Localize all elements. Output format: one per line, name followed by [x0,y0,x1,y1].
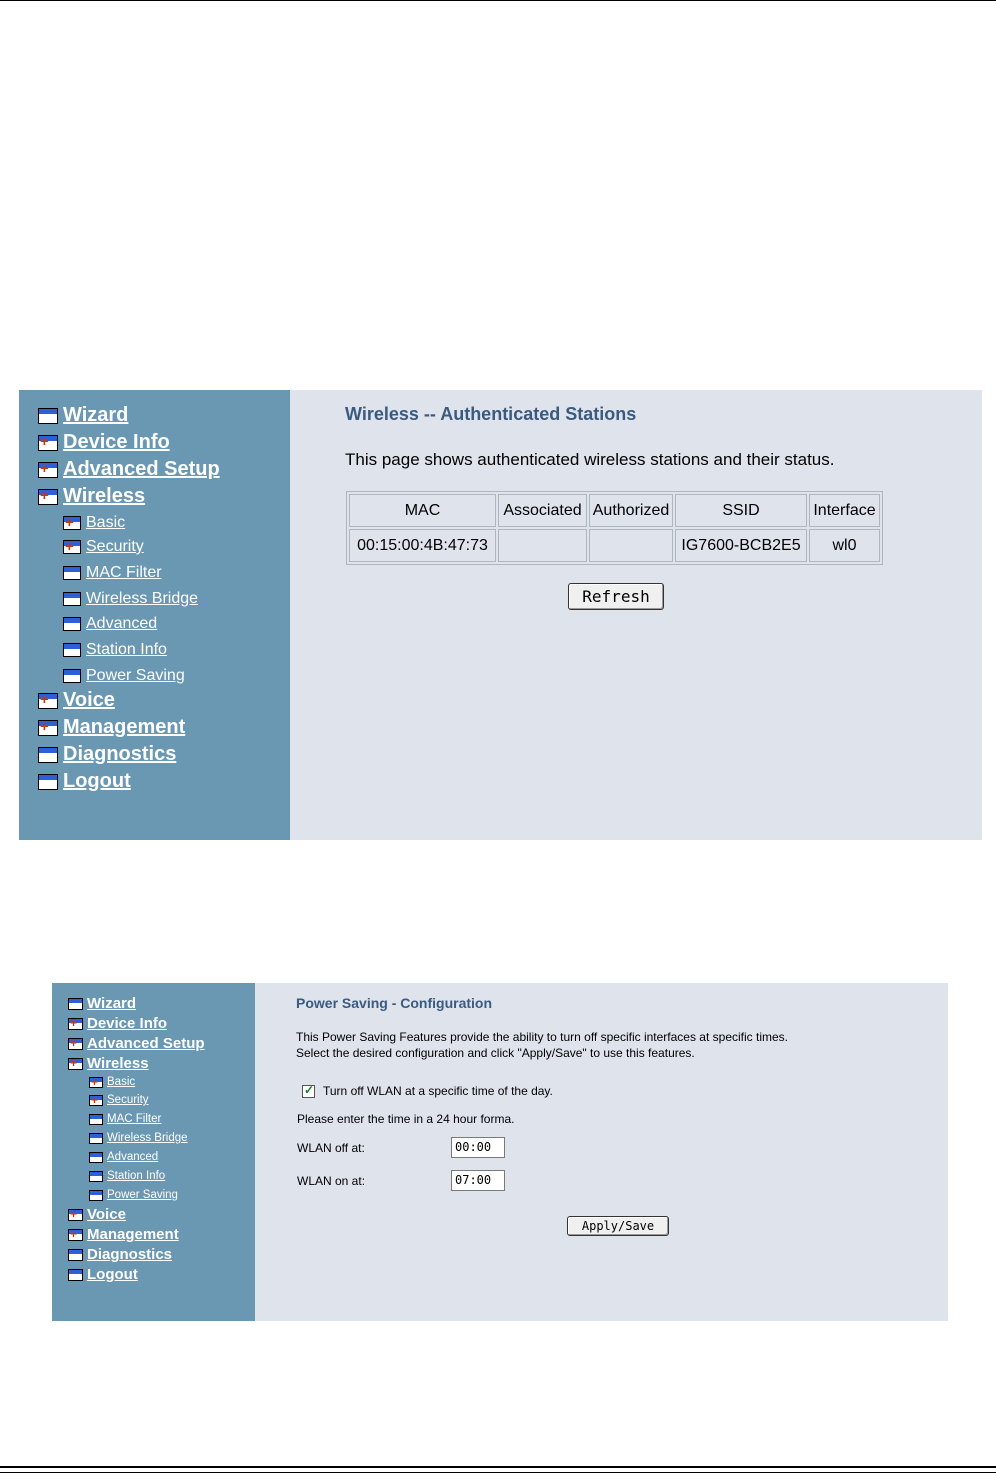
cell-mac: 00:15:00:4B:47:73 [349,529,496,562]
nav-wireless-link[interactable]: Wireless [63,485,146,507]
folder-plus-icon [89,1077,103,1088]
nav-power-saving-link[interactable]: Power Saving [86,667,185,684]
folder-icon [63,669,81,683]
folder-plus-icon [68,1038,83,1050]
nav-diagnostics[interactable] [38,743,176,766]
nav-device-info[interactable] [38,431,170,454]
folder-icon [63,566,81,580]
page-bottom-rule [0,1466,996,1473]
nav-mac-filter[interactable] [89,1113,161,1125]
power-saving-screenshot [52,983,948,1321]
nav-wireless-link[interactable]: Wireless [87,1055,149,1072]
nav-advanced-setup-link[interactable]: Advanced Setup [63,458,220,480]
nav-device-info[interactable] [68,1015,167,1032]
nav-basic[interactable] [89,1076,135,1088]
nav-station-info[interactable] [89,1170,165,1182]
header-interface: Interface [809,494,880,527]
folder-icon [38,774,58,790]
main-content [255,983,948,1321]
nav-wireless-bridge[interactable] [63,590,198,608]
folder-icon [68,1269,83,1281]
nav-wizard-link[interactable]: Wizard [87,995,137,1012]
nav-mac-filter-link[interactable]: MAC Filter [107,1113,162,1125]
nav-security[interactable] [63,538,144,556]
nav-advanced-link[interactable]: Advanced [86,615,158,632]
folder-icon [38,408,58,424]
wlan-off-time-input[interactable]: 00:00 [451,1137,505,1158]
nav-station-info[interactable] [63,641,167,659]
folder-icon [68,1249,83,1261]
folder-icon [63,617,81,631]
nav-voice[interactable] [38,689,115,712]
nav-wizard[interactable] [38,404,128,427]
cell-authorized [589,529,673,562]
folder-plus-icon [38,693,58,709]
nav-management-link[interactable]: Management [87,1226,179,1243]
nav-wizard[interactable] [68,995,136,1012]
wlan-off-label: WLAN off at: [297,1141,365,1155]
wlan-on-time-input[interactable]: 07:00 [451,1170,505,1191]
folder-icon [68,998,83,1010]
header-mac: MAC [349,494,496,527]
nav-logout-link[interactable]: Logout [63,770,131,792]
time-format-hint: Please enter the time in a 24 hour forma. [297,1112,515,1126]
folder-plus-icon [68,1209,83,1221]
folder-plus-icon [68,1018,83,1030]
folder-icon [38,747,58,763]
nav-security-link[interactable]: Security [86,538,144,555]
nav-voice-link[interactable]: Voice [87,1206,126,1223]
page-title: Wireless -- Authenticated Stations [345,404,637,424]
header-associated: Associated [498,494,587,527]
nav-advanced-setup[interactable] [38,458,220,481]
folder-icon [63,592,81,606]
nav-mac-filter[interactable] [63,564,162,582]
folder-icon [63,643,81,657]
nav-power-saving[interactable] [89,1189,178,1201]
nav-wireless-bridge-link[interactable]: Wireless Bridge [86,590,199,607]
cell-ssid: IG7600-BCB2E5 [675,529,807,562]
nav-logout[interactable] [68,1266,138,1283]
nav-security-link[interactable]: Security [107,1094,149,1106]
nav-wireless-bridge[interactable] [89,1132,188,1144]
nav-voice[interactable] [68,1206,126,1223]
folder-plus-icon [38,489,58,505]
folder-plus-icon [38,720,58,736]
page-top-rule [0,0,996,1]
cell-interface: wl0 [809,529,880,562]
wlan-off-checkbox-label: Turn off WLAN at a specific time of the day. [323,1084,553,1098]
nav-wizard-link[interactable]: Wizard [63,404,129,426]
nav-station-info-link[interactable]: Station Info [107,1170,166,1182]
nav-station-info-link[interactable]: Station Info [86,641,167,658]
refresh-button[interactable]: Refresh [568,583,664,610]
nav-wireless[interactable] [38,485,145,508]
nav-management-link[interactable]: Management [63,716,186,738]
folder-plus-icon [63,540,81,554]
folder-icon [89,1114,103,1125]
wlan-on-label: WLAN on at: [297,1174,366,1188]
nav-basic-link[interactable]: Basic [107,1076,136,1088]
nav-security[interactable] [89,1094,149,1106]
folder-icon [89,1190,103,1201]
folder-icon [89,1152,103,1163]
cell-associated [498,529,587,562]
sidebar [19,390,290,840]
page-description-line2: Select the desired configuration and click "Apply/Save" to use this features. [296,1046,695,1060]
header-ssid: SSID [675,494,807,527]
nav-advanced-setup-link[interactable]: Advanced Setup [87,1035,205,1052]
nav-advanced[interactable] [63,615,157,633]
table-header-row [349,494,880,527]
page-title: Power Saving - Configuration [296,995,493,1011]
stations-table [346,491,883,565]
nav-basic[interactable] [63,514,125,532]
folder-icon [89,1171,103,1182]
nav-device-info-link[interactable]: Device Info [63,431,170,453]
apply-save-button[interactable]: Apply/Save [567,1216,669,1236]
nav-management[interactable] [68,1226,179,1243]
nav-power-saving[interactable] [63,667,185,685]
folder-plus-icon [89,1095,103,1106]
folder-plus-icon [63,516,81,530]
nav-mac-filter-link[interactable]: MAC Filter [86,564,162,581]
authenticated-stations-screenshot [19,390,982,840]
header-authorized: Authorized [589,494,673,527]
nav-device-info-link[interactable]: Device Info [87,1015,168,1032]
folder-plus-icon [68,1058,83,1070]
nav-management[interactable] [38,716,185,739]
folder-plus-icon [38,462,58,478]
nav-diagnostics-link[interactable]: Diagnostics [63,743,177,765]
page-description-line1: This Power Saving Features provide the ability to turn off specific interfaces at specific times. [296,1030,788,1044]
folder-icon [89,1133,103,1144]
page-description: This page shows authenticated wireless stations and their status. [345,450,835,469]
nav-logout[interactable] [38,770,131,793]
nav-advanced[interactable] [89,1151,158,1163]
main-content [290,390,982,840]
nav-wireless[interactable] [68,1055,149,1072]
nav-diagnostics[interactable] [68,1246,172,1263]
nav-logout-link[interactable]: Logout [87,1266,138,1283]
table-row [349,529,880,562]
nav-power-saving-link[interactable]: Power Saving [107,1189,178,1201]
wlan-off-checkbox[interactable] [302,1085,315,1098]
nav-advanced-setup[interactable] [68,1035,205,1052]
nav-advanced-link[interactable]: Advanced [107,1151,159,1163]
nav-basic-link[interactable]: Basic [86,514,126,531]
nav-diagnostics-link[interactable]: Diagnostics [87,1246,173,1263]
nav-voice-link[interactable]: Voice [63,689,115,711]
folder-plus-icon [68,1229,83,1241]
sidebar [52,983,255,1321]
nav-wireless-bridge-link[interactable]: Wireless Bridge [107,1132,188,1144]
folder-plus-icon [38,435,58,451]
